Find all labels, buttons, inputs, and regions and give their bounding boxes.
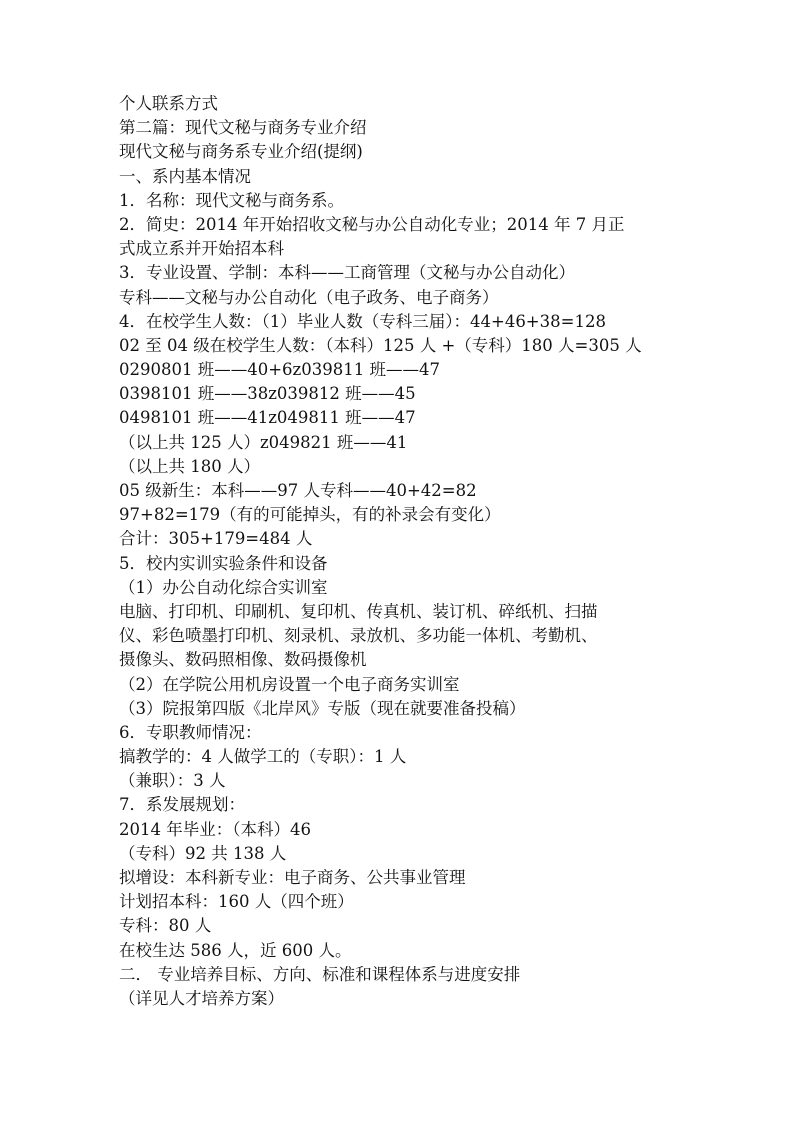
doc-line-plan-total: 在校生达 586 人，近 600 人。 <box>119 940 352 960</box>
doc-line-plan-new-majors: 拟增设：本科新专业：电子商务、公共事业管理 <box>119 868 466 887</box>
doc-line-plan-grad: 2014 年毕业：（本科）46 <box>119 819 311 839</box>
doc-line-equipment-2: 仪、彩色喷墨打印机、刻录机、录放机、多功能一体机、考勤机、 <box>119 626 598 646</box>
doc-line-section-2: 二． 专业培养目标、方向、标准和课程体系与进度安排 <box>119 964 521 984</box>
doc-line-teachers-detail: 搞教学的：4 人做学工的（专职）：1 人 <box>119 747 407 767</box>
doc-line-class-02: 0290801 班——40+6z039811 班——47 <box>119 360 440 380</box>
doc-line-class-sum-125: （以上共 125 人）z049821 班——41 <box>119 432 408 452</box>
doc-line-class-04: 0498101 班——41z049811 班——47 <box>119 408 416 428</box>
doc-line-majors: 3．专业设置、学制：本科——工商管理（文秘与办公自动化） <box>119 263 575 283</box>
doc-line-history-cont: 式成立系并开始招本科 <box>119 239 284 259</box>
doc-line-teachers-parttime: （兼职）：3 人 <box>119 771 226 791</box>
doc-line-chapter-title: 第二篇：现代文秘与商务专业介绍 <box>119 118 367 138</box>
doc-line-name: 1．名称：现代文秘与商务系。 <box>119 190 344 210</box>
document-body <box>119 92 679 1011</box>
doc-line-new-students: 05 级新生：本科——97 人专科——40+42=82 <box>119 481 477 500</box>
doc-line-students-total: 02 至 04 级在校学生人数：（本科）125 人 +（专科）180 人=305 人 <box>119 335 642 355</box>
doc-line-equipment-3: 摄像头、数码照相像、数码摄像机 <box>119 650 367 670</box>
doc-line-facilities: 5．校内实训实验条件和设备 <box>119 553 328 573</box>
doc-line-lab-1: （1）办公自动化综合实训室 <box>119 577 328 597</box>
doc-line-section-1: 一、系内基本情况 <box>119 166 251 186</box>
doc-line-equipment-1: 电脑、打印机、印刷机、复印机、传真机、装订机、碎纸机、扫描 <box>119 601 598 621</box>
doc-line-plan-college: 专科：80 人 <box>119 916 212 936</box>
doc-line-lab-2: （2）在学院公用机房设置一个电子商务实训室 <box>119 674 460 694</box>
doc-line-teachers: 6．专职教师情况： <box>119 722 262 742</box>
doc-line-lab-3: （3）院报第四版《北岸风》专版（现在就要准备投稿） <box>119 698 526 718</box>
doc-line-class-03: 0398101 班——38z039812 班——45 <box>119 384 416 404</box>
doc-line-history: 2．简史：2014 年开始招收文秘与办公自动化专业；2014 年 7 月正 <box>119 214 625 234</box>
doc-line-class-sum-180: （以上共 180 人） <box>119 456 260 476</box>
doc-line-majors-cont: 专科——文秘与办公自动化（电子政务、电子商务） <box>119 287 499 307</box>
doc-line-new-total: 97+82=179（有的可能掉头，有的补录会有变化） <box>119 505 501 525</box>
doc-line-plan-bachelor: 计划招本科：160 人（四个班） <box>119 892 354 912</box>
doc-line-contact: 个人联系方式 <box>119 94 218 113</box>
doc-line-outline-title: 现代文秘与商务系专业介绍(提纲) <box>119 142 363 162</box>
doc-line-plan: 7．系发展规划： <box>119 795 245 815</box>
doc-line-grand-total: 合计：305+179=484 人 <box>119 529 313 549</box>
doc-line-students: 4．在校学生人数：（1）毕业人数（专科三届）：44+46+38=128 <box>119 311 606 331</box>
doc-line-section-2-note: （详见人才培养方案） <box>119 988 284 1008</box>
doc-line-plan-grad-cont: （专科）92 共 138 人 <box>119 843 287 863</box>
